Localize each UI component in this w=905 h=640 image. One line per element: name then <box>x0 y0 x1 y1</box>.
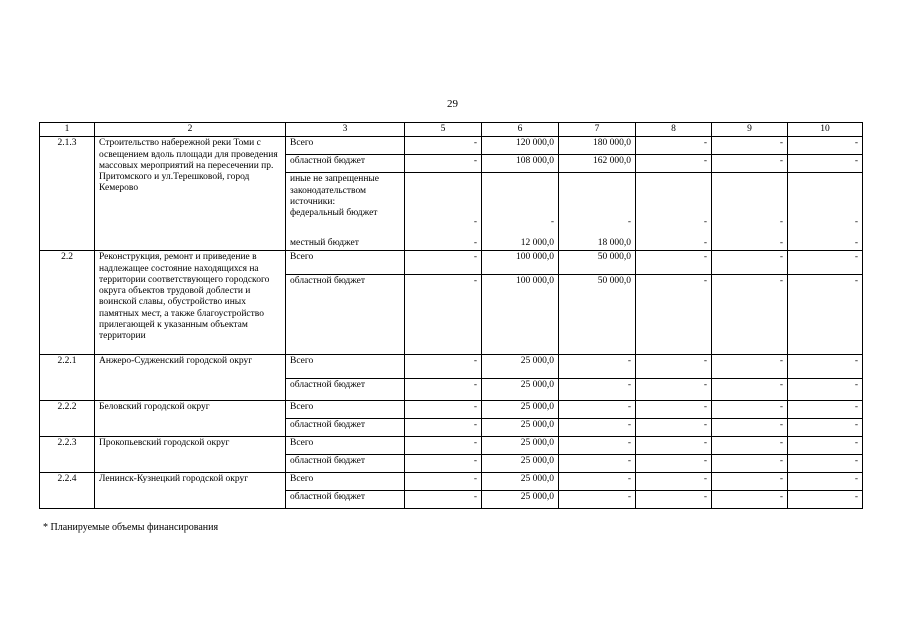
header-cell: 1 <box>40 123 95 137</box>
value-cell: 25 000,0 <box>482 401 559 419</box>
value-cell: - <box>788 473 863 491</box>
value-cell: - <box>559 173 636 229</box>
value-cell: - <box>788 251 863 275</box>
header-cell: 6 <box>482 123 559 137</box>
value-cell: - <box>405 275 482 355</box>
table-row <box>40 401 863 419</box>
source-label: Всего <box>286 137 405 155</box>
value-cell: - <box>405 251 482 275</box>
table-row <box>40 355 863 379</box>
value-cell: - <box>559 379 636 401</box>
value-cell: - <box>405 379 482 401</box>
value-cell: - <box>788 455 863 473</box>
header-cell: 8 <box>636 123 712 137</box>
header-cell: 7 <box>559 123 636 137</box>
source-line: законодательством <box>290 185 367 196</box>
value-cell: - <box>712 455 788 473</box>
value-cell: - <box>712 419 788 437</box>
value-cell: - <box>712 379 788 401</box>
value-cell: - <box>636 455 712 473</box>
value-cell: - <box>405 419 482 437</box>
header-cell: 10 <box>788 123 863 137</box>
value-cell: - <box>636 437 712 455</box>
source-label: областной бюджет <box>286 155 405 173</box>
table-row <box>40 473 863 491</box>
value-cell: - <box>712 229 788 251</box>
value-cell: - <box>559 355 636 379</box>
value-cell: 120 000,0 <box>482 137 559 155</box>
value-cell: 25 000,0 <box>482 419 559 437</box>
value-cell: - <box>788 379 863 401</box>
source-line: источники: <box>290 196 336 207</box>
value-cell: - <box>405 473 482 491</box>
value-cell: - <box>712 401 788 419</box>
value-cell: - <box>712 437 788 455</box>
table-row <box>40 437 863 455</box>
source-label <box>286 173 405 229</box>
value-cell: 50 000,0 <box>559 275 636 355</box>
value-cell: 25 000,0 <box>482 355 559 379</box>
value-cell: - <box>788 401 863 419</box>
value-cell: - <box>636 473 712 491</box>
source-label: областной бюджет <box>286 455 405 473</box>
value-cell: - <box>636 401 712 419</box>
header-row <box>40 123 863 137</box>
value-cell: - <box>405 229 482 251</box>
header-cell: 5 <box>405 123 482 137</box>
row-code: 2.2.1 <box>40 355 95 401</box>
value-cell: - <box>559 455 636 473</box>
row-code: 2.1.3 <box>40 137 95 251</box>
value-cell: - <box>712 137 788 155</box>
value-cell: - <box>405 355 482 379</box>
value-cell: 25 000,0 <box>482 379 559 401</box>
source-line: иные не запрещенные <box>290 174 380 185</box>
value-cell: 100 000,0 <box>482 251 559 275</box>
row-code: 2.2.3 <box>40 437 95 473</box>
value-cell: - <box>788 437 863 455</box>
value-cell: - <box>559 491 636 509</box>
value-cell: - <box>636 137 712 155</box>
row-name: Реконструкция, ремонт и приведение в надлежащее состояние находящихся на территории соответствующего городского округа объектов трудовой доблести и воинской славы, обустройство иных памятных мест, а также благоустройство прилегающей к указанным объектам территории <box>95 251 286 355</box>
row-name: Беловский городской округ <box>95 401 286 437</box>
value-cell: 25 000,0 <box>482 437 559 455</box>
financing-table <box>39 122 863 509</box>
value-cell: - <box>788 173 863 229</box>
value-cell: 180 000,0 <box>559 137 636 155</box>
header-cell: 2 <box>95 123 286 137</box>
value-cell: - <box>636 229 712 251</box>
value-cell: - <box>712 173 788 229</box>
value-cell: 18 000,0 <box>559 229 636 251</box>
row-code: 2.2.4 <box>40 473 95 509</box>
row-name: Анжеро-Судженский городской округ <box>95 355 286 401</box>
value-cell: - <box>788 491 863 509</box>
header-cell: 9 <box>712 123 788 137</box>
source-label: областной бюджет <box>286 419 405 437</box>
value-cell: - <box>636 355 712 379</box>
source-label: областной бюджет <box>286 275 405 355</box>
row-code: 2.2 <box>40 251 95 355</box>
source-label: Всего <box>286 251 405 275</box>
source-label: Всего <box>286 355 405 379</box>
value-cell: - <box>712 275 788 355</box>
value-cell: - <box>712 155 788 173</box>
value-cell: - <box>712 355 788 379</box>
source-label: Всего <box>286 437 405 455</box>
value-cell: - <box>788 275 863 355</box>
value-cell: - <box>482 173 559 229</box>
source-label: областной бюджет <box>286 379 405 401</box>
value-cell: 162 000,0 <box>559 155 636 173</box>
value-cell: - <box>788 229 863 251</box>
value-cell: - <box>405 401 482 419</box>
value-cell: - <box>559 437 636 455</box>
source-label: Всего <box>286 401 405 419</box>
value-cell: - <box>788 137 863 155</box>
row-name: Строительство набережной реки Томи с освещением вдоль площади для проведения массовых мероприятий на пересечении пр. Притомского и ул.Терешковой, город Кемерово <box>95 137 286 251</box>
value-cell: - <box>559 473 636 491</box>
table-row <box>40 251 863 275</box>
value-cell: 108 000,0 <box>482 155 559 173</box>
value-cell: - <box>405 155 482 173</box>
row-name: Ленинск-Кузнецкий городской округ <box>95 473 286 509</box>
value-cell: - <box>636 419 712 437</box>
value-cell: 25 000,0 <box>482 473 559 491</box>
source-label: областной бюджет <box>286 491 405 509</box>
value-cell: 50 000,0 <box>559 251 636 275</box>
value-cell: 25 000,0 <box>482 455 559 473</box>
page-number: 29 <box>447 98 458 110</box>
table-row <box>40 137 863 155</box>
value-cell: - <box>636 173 712 229</box>
value-cell: - <box>405 173 482 229</box>
source-label: Всего <box>286 473 405 491</box>
value-cell: 100 000,0 <box>482 275 559 355</box>
source-label: местный бюджет <box>286 229 405 251</box>
value-cell: - <box>636 155 712 173</box>
value-cell: - <box>636 491 712 509</box>
value-cell: - <box>788 155 863 173</box>
value-cell: - <box>559 401 636 419</box>
value-cell: - <box>405 137 482 155</box>
value-cell: - <box>405 491 482 509</box>
value-cell: - <box>559 419 636 437</box>
row-code: 2.2.2 <box>40 401 95 437</box>
value-cell: 25 000,0 <box>482 491 559 509</box>
header-cell: 3 <box>286 123 405 137</box>
footnote: * Планируемые объемы финансирования <box>43 522 219 533</box>
value-cell: - <box>712 473 788 491</box>
value-cell: - <box>712 251 788 275</box>
row-name: Прокопьевский городской округ <box>95 437 286 473</box>
value-cell: 12 000,0 <box>482 229 559 251</box>
source-line: федеральный бюджет <box>290 208 378 219</box>
value-cell: - <box>788 355 863 379</box>
value-cell: - <box>405 455 482 473</box>
value-cell: - <box>405 437 482 455</box>
value-cell: - <box>636 275 712 355</box>
value-cell: - <box>636 251 712 275</box>
value-cell: - <box>788 419 863 437</box>
value-cell: - <box>712 491 788 509</box>
value-cell: - <box>636 379 712 401</box>
